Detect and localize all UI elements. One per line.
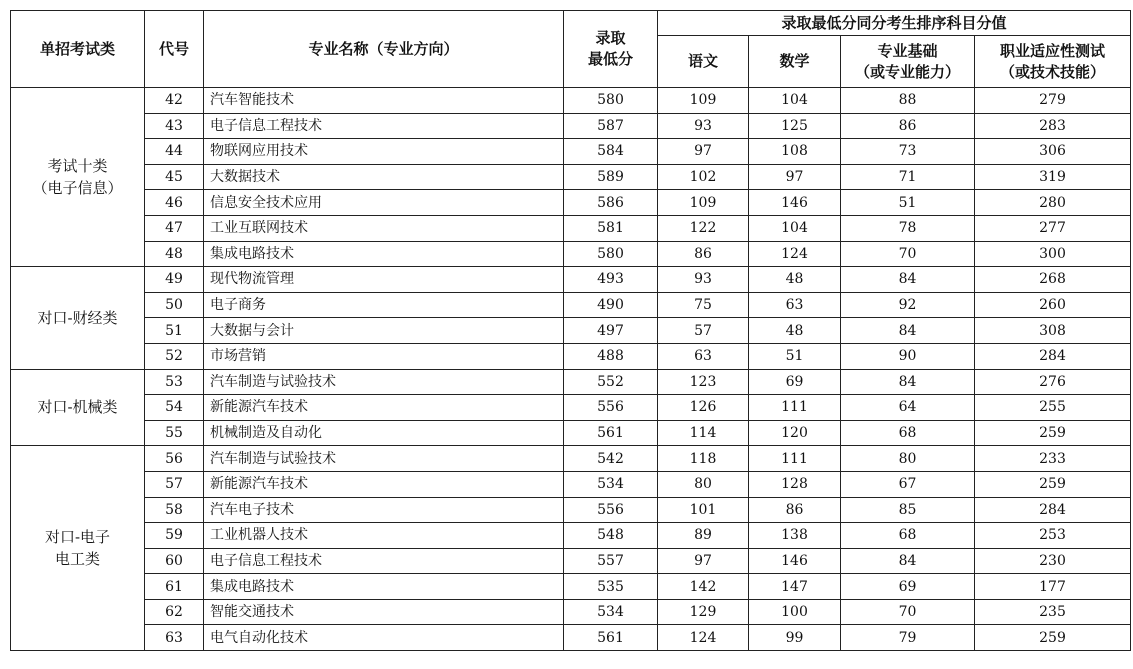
header-basics-line1: 专业基础 [877,41,938,60]
math-score-cell: 104 [749,88,841,114]
vocational-score-cell: 280 [975,190,1131,216]
math-score-cell: 120 [749,420,841,446]
table-row [11,292,1131,318]
table-row [11,625,1131,651]
major-cell: 信息安全技术应用 [204,190,564,216]
vocational-score-cell: 308 [975,318,1131,344]
code-cell: 45 [145,164,204,190]
category-line: 对口-电子 [44,528,111,547]
chinese-score-cell: 109 [658,88,749,114]
code-cell: 53 [145,369,204,395]
header-major: 专业名称（专业方向） [204,11,564,88]
code-cell: 44 [145,139,204,165]
vocational-score-cell: 259 [975,625,1131,651]
major-cell: 集成电路技术 [204,241,564,267]
table-row [11,446,1131,472]
min-score-cell: 561 [564,625,658,651]
category-line: 对口-机械类 [37,398,118,417]
vocational-score-cell: 277 [975,215,1131,241]
min-score-cell: 586 [564,190,658,216]
min-score-cell: 497 [564,318,658,344]
vocational-score-cell: 177 [975,574,1131,600]
vocational-score-cell: 319 [975,164,1131,190]
code-cell: 48 [145,241,204,267]
major-cell: 集成电路技术 [204,574,564,600]
math-score-cell: 48 [749,267,841,293]
major-cell: 汽车制造与试验技术 [204,446,564,472]
min-score-cell: 556 [564,395,658,421]
basics-score-cell: 92 [841,292,975,318]
code-cell: 51 [145,318,204,344]
chinese-score-cell: 57 [658,318,749,344]
min-score-cell: 488 [564,343,658,369]
code-cell: 57 [145,471,204,497]
major-cell: 新能源汽车技术 [204,471,564,497]
category-line: 考试十类 [47,157,108,176]
code-cell: 47 [145,215,204,241]
min-score-cell: 534 [564,471,658,497]
min-score-cell: 580 [564,88,658,114]
basics-score-cell: 51 [841,190,975,216]
code-cell: 63 [145,625,204,651]
table-row [11,343,1131,369]
major-cell: 电子信息工程技术 [204,548,564,574]
table-row [11,241,1131,267]
major-cell: 新能源汽车技术 [204,395,564,421]
math-score-cell: 99 [749,625,841,651]
vocational-score-cell: 259 [975,471,1131,497]
code-cell: 55 [145,420,204,446]
math-score-cell: 111 [749,446,841,472]
min-score-cell: 556 [564,497,658,523]
table-row [11,523,1131,549]
chinese-score-cell: 102 [658,164,749,190]
math-score-cell: 146 [749,548,841,574]
chinese-score-cell: 89 [658,523,749,549]
code-cell: 62 [145,599,204,625]
vocational-score-cell: 284 [975,343,1131,369]
code-cell: 56 [145,446,204,472]
vocational-score-cell: 279 [975,88,1131,114]
major-cell: 物联网应用技术 [204,139,564,165]
basics-score-cell: 70 [841,599,975,625]
min-score-cell: 535 [564,574,658,600]
basics-score-cell: 73 [841,139,975,165]
code-cell: 52 [145,343,204,369]
vocational-score-cell: 253 [975,523,1131,549]
major-cell: 汽车制造与试验技术 [204,369,564,395]
table-row [11,139,1131,165]
header-tiebreak: 录取最低分同分考生排序科目分值 [658,11,1131,36]
major-cell: 大数据与会计 [204,318,564,344]
min-score-cell: 552 [564,369,658,395]
header-vocational-line1: 职业适应性测试 [999,41,1105,60]
chinese-score-cell: 97 [658,139,749,165]
chinese-score-cell: 97 [658,548,749,574]
table-row [11,471,1131,497]
math-score-cell: 51 [749,343,841,369]
chinese-score-cell: 63 [658,343,749,369]
category-cell [11,267,145,369]
chinese-score-cell: 101 [658,497,749,523]
min-score-cell: 557 [564,548,658,574]
chinese-score-cell: 109 [658,190,749,216]
basics-score-cell: 84 [841,548,975,574]
basics-score-cell: 84 [841,369,975,395]
chinese-score-cell: 86 [658,241,749,267]
chinese-score-cell: 114 [658,420,749,446]
header-vocational-line2: （或技术技能） [999,62,1105,81]
basics-score-cell: 84 [841,318,975,344]
math-score-cell: 147 [749,574,841,600]
major-cell: 智能交通技术 [204,599,564,625]
header-chinese: 语文 [658,36,749,88]
admission-score-table [10,10,1131,651]
code-cell: 59 [145,523,204,549]
table-body [11,88,1131,651]
min-score-cell: 587 [564,113,658,139]
code-cell: 49 [145,267,204,293]
code-cell: 43 [145,113,204,139]
basics-score-cell: 70 [841,241,975,267]
major-cell: 电子信息工程技术 [204,113,564,139]
min-score-cell: 584 [564,139,658,165]
table-row [11,113,1131,139]
vocational-score-cell: 276 [975,369,1131,395]
major-cell: 汽车智能技术 [204,88,564,114]
major-cell: 电子商务 [204,292,564,318]
math-score-cell: 125 [749,113,841,139]
major-cell: 市场营销 [204,343,564,369]
vocational-score-cell: 233 [975,446,1131,472]
header-min-score-line2: 最低分 [587,50,633,68]
chinese-score-cell: 123 [658,369,749,395]
vocational-score-cell: 230 [975,548,1131,574]
math-score-cell: 111 [749,395,841,421]
major-cell: 汽车电子技术 [204,497,564,523]
min-score-cell: 589 [564,164,658,190]
basics-score-cell: 78 [841,215,975,241]
chinese-score-cell: 118 [658,446,749,472]
math-score-cell: 86 [749,497,841,523]
math-score-cell: 124 [749,241,841,267]
category-line: 对口-财经类 [37,308,118,327]
major-cell: 现代物流管理 [204,267,564,293]
basics-score-cell: 68 [841,523,975,549]
table-row [11,574,1131,600]
major-cell: 工业互联网技术 [204,215,564,241]
basics-score-cell: 86 [841,113,975,139]
math-score-cell: 104 [749,215,841,241]
math-score-cell: 108 [749,139,841,165]
math-score-cell: 48 [749,318,841,344]
vocational-score-cell: 260 [975,292,1131,318]
table-row [11,395,1131,421]
table-row [11,267,1131,293]
min-score-cell: 581 [564,215,658,241]
table-row [11,369,1131,395]
vocational-score-cell: 235 [975,599,1131,625]
basics-score-cell: 88 [841,88,975,114]
table-row [11,190,1131,216]
vocational-score-cell: 255 [975,395,1131,421]
major-cell: 电气自动化技术 [204,625,564,651]
vocational-score-cell: 268 [975,267,1131,293]
major-cell: 工业机器人技术 [204,523,564,549]
math-score-cell: 128 [749,471,841,497]
basics-score-cell: 85 [841,497,975,523]
category-line: （电子信息） [32,179,123,198]
chinese-score-cell: 122 [658,215,749,241]
min-score-cell: 580 [564,241,658,267]
code-cell: 54 [145,395,204,421]
header-basics [841,36,975,88]
chinese-score-cell: 75 [658,292,749,318]
basics-score-cell: 84 [841,267,975,293]
admission-table-container [10,10,1131,651]
math-score-cell: 97 [749,164,841,190]
math-score-cell: 63 [749,292,841,318]
header-vocational [975,36,1131,88]
min-score-cell: 548 [564,523,658,549]
category-cell [11,88,145,267]
math-score-cell: 69 [749,369,841,395]
code-cell: 46 [145,190,204,216]
basics-score-cell: 69 [841,574,975,600]
header-min-score-line1: 录取 [595,29,626,47]
table-row [11,318,1131,344]
code-cell: 58 [145,497,204,523]
table-row [11,548,1131,574]
basics-score-cell: 64 [841,395,975,421]
major-cell: 机械制造及自动化 [204,420,564,446]
header-min-score [564,11,658,88]
vocational-score-cell: 284 [975,497,1131,523]
chinese-score-cell: 142 [658,574,749,600]
chinese-score-cell: 93 [658,267,749,293]
code-cell: 61 [145,574,204,600]
vocational-score-cell: 306 [975,139,1131,165]
min-score-cell: 534 [564,599,658,625]
min-score-cell: 493 [564,267,658,293]
basics-score-cell: 79 [841,625,975,651]
min-score-cell: 561 [564,420,658,446]
vocational-score-cell: 283 [975,113,1131,139]
table-row [11,599,1131,625]
header-code: 代号 [145,11,204,88]
math-score-cell: 100 [749,599,841,625]
basics-score-cell: 68 [841,420,975,446]
table-row [11,215,1131,241]
basics-score-cell: 67 [841,471,975,497]
table-row [11,164,1131,190]
math-score-cell: 146 [749,190,841,216]
chinese-score-cell: 124 [658,625,749,651]
table-row [11,420,1131,446]
chinese-score-cell: 80 [658,471,749,497]
category-cell [11,446,145,651]
basics-score-cell: 80 [841,446,975,472]
header-basics-line2: （或专业能力） [854,62,960,81]
min-score-cell: 542 [564,446,658,472]
major-cell: 大数据技术 [204,164,564,190]
basics-score-cell: 90 [841,343,975,369]
code-cell: 60 [145,548,204,574]
chinese-score-cell: 126 [658,395,749,421]
math-score-cell: 138 [749,523,841,549]
code-cell: 42 [145,88,204,114]
category-cell [11,369,145,446]
table-row [11,497,1131,523]
code-cell: 50 [145,292,204,318]
vocational-score-cell: 300 [975,241,1131,267]
chinese-score-cell: 129 [658,599,749,625]
header-category: 单招考试类 [11,11,145,88]
table-row [11,88,1131,114]
basics-score-cell: 71 [841,164,975,190]
vocational-score-cell: 259 [975,420,1131,446]
chinese-score-cell: 93 [658,113,749,139]
min-score-cell: 490 [564,292,658,318]
header-math: 数学 [749,36,841,88]
category-line: 电工类 [54,550,100,569]
